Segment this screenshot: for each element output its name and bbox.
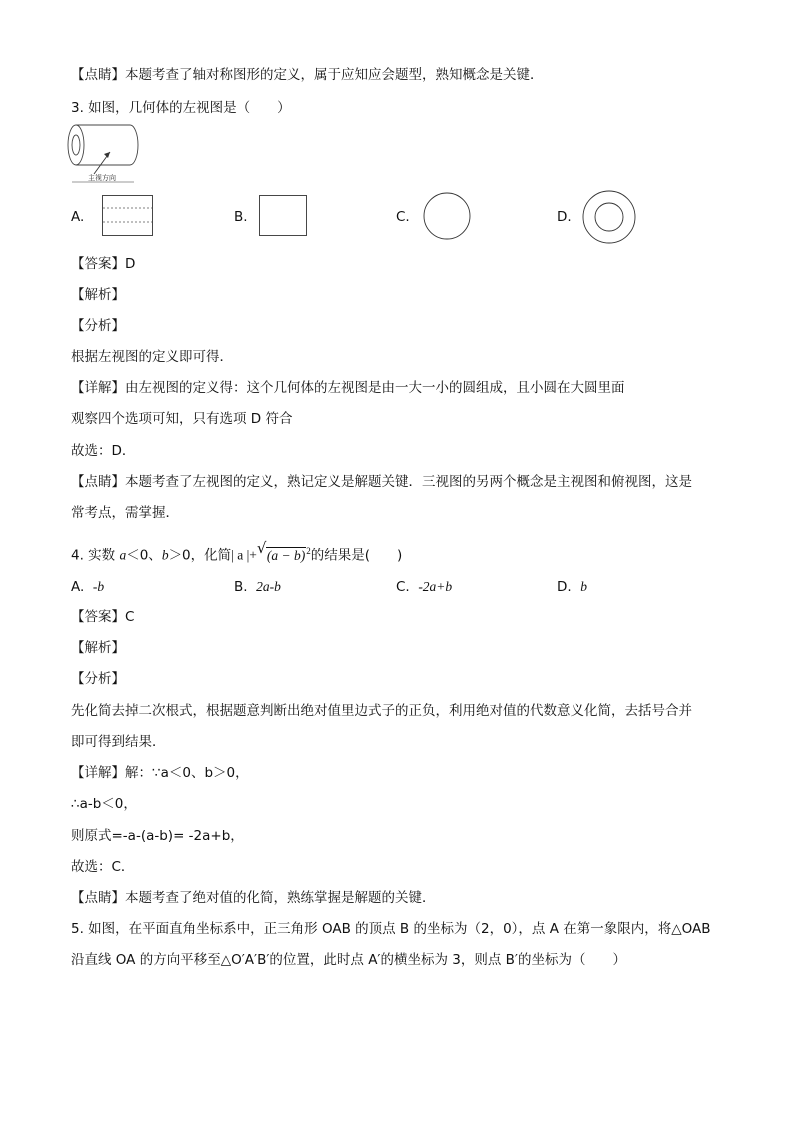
detail-tag: 【详解】	[71, 380, 125, 396]
q4-choice: 故选：C．	[71, 859, 135, 875]
q4-prefix: 4. 实数	[71, 547, 120, 564]
radicand: (a − b)	[266, 547, 306, 563]
q2-comment	[71, 65, 544, 85]
q3-option-b-label: B.	[234, 209, 248, 225]
radical-sign: √	[256, 539, 267, 557]
q4-option-b	[234, 577, 281, 597]
q3-option-d-figure	[582, 190, 636, 244]
exponent: 2	[306, 546, 311, 556]
q3-fenxi-tag: 【分析】	[71, 318, 125, 334]
q4-fenxi-1: 先化简去掉二次根式，根据题意判断出绝对值里边式子的正负，利用绝对值的代数意义化简，去括号合并	[71, 703, 692, 719]
option-label: C.	[396, 579, 410, 595]
q3-option-d-label: D.	[557, 209, 572, 225]
var-b: b	[161, 547, 169, 563]
q4-option-c	[396, 577, 452, 597]
option-label: B.	[234, 579, 248, 595]
comment-text: 本题考查了轴对称图形的定义，属于应知应会题型，熟知概念是关键．	[125, 67, 544, 83]
q4-comment	[71, 888, 436, 908]
comment-tag: 【点睛】	[71, 67, 125, 83]
q3-detail-1	[71, 378, 625, 398]
q3-fenxi: 根据左视图的定义即可得．	[71, 349, 233, 365]
q3-choice: 故选：D．	[71, 443, 136, 459]
detail-text: 由左视图的定义得：这个几何体的左视图是由一大一小的圆组成，且小圆在大圆里面	[125, 380, 625, 396]
sqrt-expression	[257, 539, 311, 568]
q4-option-a	[71, 577, 104, 597]
q3-jiexi: 【解析】	[71, 287, 125, 303]
comment-text: 本题考查了左视图的定义，熟记定义是解题关键．三视图的另两个概念是主视图和俯视图，这是	[125, 474, 692, 490]
q4-question	[71, 539, 402, 568]
comment-tag: 【点睛】	[71, 474, 125, 490]
q4-suffix: 的结果是( )	[310, 547, 403, 564]
q3-option-c-figure	[422, 192, 472, 242]
option-value: b	[580, 579, 588, 594]
detail-tag: 【详解】	[71, 765, 125, 781]
q4-answer: 【答案】C	[71, 609, 135, 625]
q3-option-a-label: A.	[71, 209, 85, 225]
comment-tag: 【点睛】	[71, 890, 125, 906]
q3-answer: 【答案】D	[71, 256, 136, 272]
q4-detail-2: ∴a-b＜0，	[71, 796, 137, 812]
q3-detail-2: 观察四个选项可知，只有选项 D 符合	[71, 411, 293, 427]
q4-cond-2: ＞0，化简	[168, 547, 232, 564]
q4-fenxi-2: 即可得到结果．	[71, 734, 166, 750]
q3-comment-2: 常考点，需掌握．	[71, 505, 179, 521]
q3-comment-1	[71, 472, 692, 492]
option-value: 2a-b	[256, 579, 281, 594]
q5-line-2: 沿直线 OA 的方向平移至△O′A′B′的位置，此时点 A′的横坐标为 3，则点 B′的坐标为（ ）	[71, 952, 626, 968]
detail-text: 解：∵a＜0、b＞0，	[125, 765, 249, 781]
q3-option-a-figure	[102, 195, 154, 237]
q3-option-b-figure	[259, 195, 309, 237]
q5-line-1: 5. 如图，在平面直角坐标系中，正三角形 OAB 的顶点 B 的坐标为（2，0），点 A 在第一象限内，将△OAB	[71, 921, 711, 937]
q3-question: 3. 如图，几何体的左视图是（ ）	[71, 100, 291, 116]
q3-option-c-label: C.	[396, 209, 410, 225]
q4-cond-1: ＜0、	[126, 547, 162, 564]
abs-expression: | a |+	[231, 547, 257, 563]
q4-option-d	[557, 577, 587, 597]
option-value: -2a+b	[418, 579, 453, 594]
option-label: A.	[71, 579, 85, 595]
comment-text: 本题考查了绝对值的化简，熟练掌握是解题的关键．	[125, 890, 436, 906]
q4-fenxi-tag: 【分析】	[71, 671, 125, 687]
q3-solid-figure	[68, 122, 143, 187]
q4-jiexi: 【解析】	[71, 640, 125, 656]
view-direction-label: 主视方向	[88, 174, 116, 182]
option-value: -b	[92, 579, 105, 594]
option-label: D.	[557, 579, 572, 595]
var-a: a	[119, 547, 127, 563]
q4-detail-3: 则原式=-a-(a-b)= -2a+b，	[71, 828, 244, 844]
q4-detail-1	[71, 763, 249, 783]
